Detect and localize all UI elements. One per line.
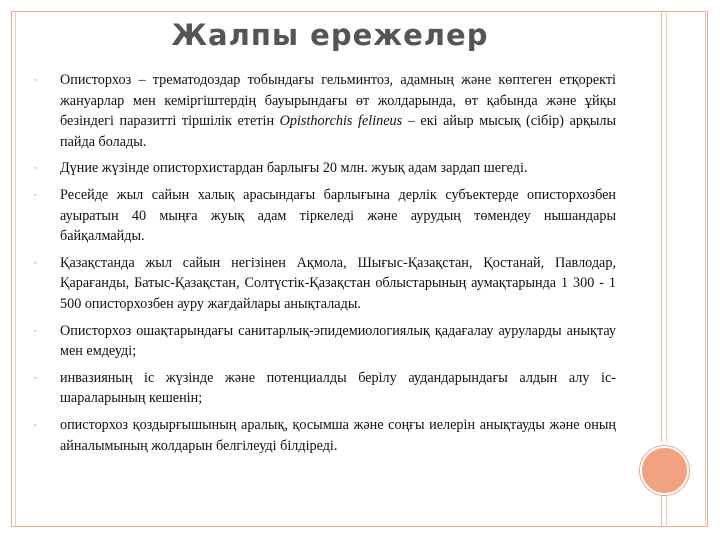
list-item — [34, 321, 616, 362]
bullet-icon: ◦ — [34, 76, 37, 84]
list-item-text: Қазақстанда жыл сайын негізінен Ақмола, Шығыс-Қазақстан, Қостанай, Павлодар, Қарағанды, Батыс-Қазақстан, Солтүстік-Қазақстан облыстарының аумақтарында 1 300 - 1 500 описторхозбен ауру жағдайлары анықталады. — [60, 254, 616, 312]
list-item-text: Описторхоз ошақтарындағы санитарлық-эпидемиологиялық қадағалау ауруларды анықтау мен емдеуді; — [60, 322, 616, 360]
list-item — [34, 368, 616, 409]
bullet-icon: ◦ — [34, 258, 37, 267]
frame-inner-line-left — [15, 11, 16, 527]
slide-title: Жалпы ережелер — [171, 18, 489, 52]
list-item — [34, 70, 616, 152]
species-name: Opisthorchis felineus — [279, 113, 403, 130]
list-item-text: описторхоз қоздырғышының аралық, қосымша және соңғы иелерін анықтауды және оның айналымының жолдарын белгілеуді білдіреді. — [60, 416, 616, 454]
bullet-icon: ◦ — [34, 190, 37, 199]
bullet-icon: ◦ — [34, 164, 37, 173]
list-item-text: Ресейде жыл сайын халық арасындағы барлығына дерлік субъектерде описторхозбен ауыратын 40 мыңға жуық адам тіркеледі және аурудың төмендеу нышандары байқалмайды. — [60, 186, 616, 245]
list-item-text: Дүние жүзінде описторхистардан барлығы 20 млн. жуық адам зардап шегеді. — [60, 160, 528, 177]
list-item — [34, 185, 616, 247]
frame-inner-line-right — [705, 11, 706, 527]
accent-circle — [640, 446, 689, 495]
bullet-icon: ◦ — [34, 373, 37, 382]
bullet-icon: ◦ — [34, 420, 37, 429]
list-item-text: инвазияның іс жүзінде және потенциалды берілу аудандарындағы алдын алу іс-шараларының кешенін; — [60, 369, 616, 407]
list-item — [34, 415, 616, 456]
list-item — [34, 158, 616, 179]
slide-content — [34, 70, 616, 462]
bullet-icon: ◦ — [34, 326, 37, 335]
list-item — [34, 253, 616, 315]
list-item-text: Описторхоз – трематодоздар тобындағы гельминтоз, адамның және көптеген етқоректі жануарлар мен кеміргіштердің бауырындағы өт жолдарында, өт қабында және ұйқы безіндегі паразитті тіршілік ететін Opisthorchis felineus – екі айыр мысық (сібір) арқылы пайда болады. — [60, 72, 617, 150]
